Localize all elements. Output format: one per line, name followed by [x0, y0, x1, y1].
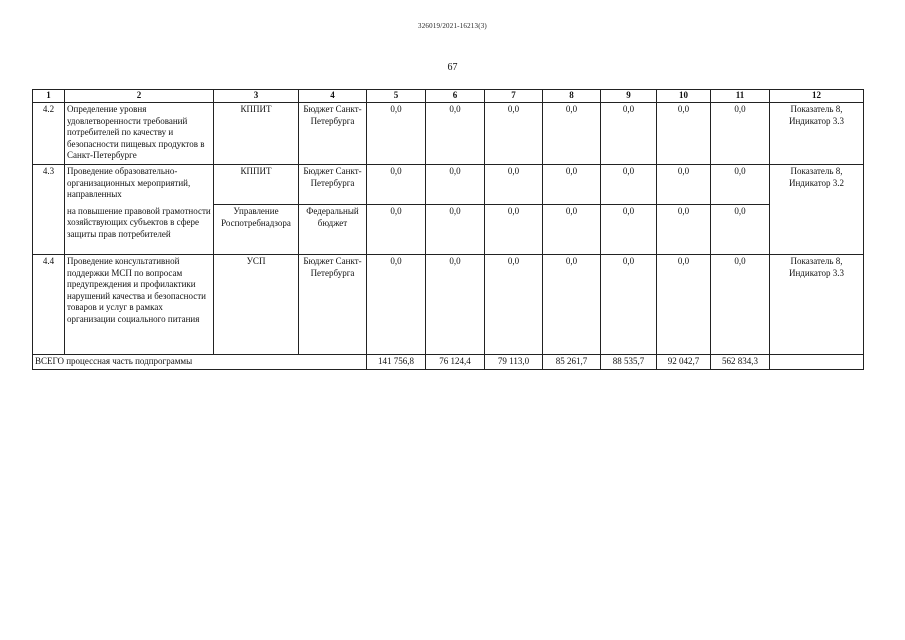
- value-cell: 0,0: [426, 205, 485, 255]
- row-number: 4.4: [33, 255, 65, 355]
- value-cell: 0,0: [601, 255, 657, 355]
- column-header: 1: [33, 90, 65, 103]
- value-cell: 0,0: [543, 255, 601, 355]
- table-row: [33, 165, 864, 205]
- row-number: 4.2: [33, 103, 65, 165]
- column-header: 11: [711, 90, 770, 103]
- column-header: 3: [214, 90, 299, 103]
- total-value: 562 834,3: [711, 355, 770, 370]
- activity-name: Проведение консультативной поддержки МСП по вопросам предупреждения и профилактики нарушений качества и безопасности товаров и услуг в рамках организации социального питания: [65, 255, 214, 355]
- value-cell: 0,0: [485, 255, 543, 355]
- executor: КППИТ: [214, 165, 299, 205]
- total-value: 141 756,8: [367, 355, 426, 370]
- column-header: 6: [426, 90, 485, 103]
- value-cell: 0,0: [426, 103, 485, 165]
- total-value: 79 113,0: [485, 355, 543, 370]
- total-value: 92 042,7: [657, 355, 711, 370]
- table-row: [33, 103, 864, 165]
- column-header: 10: [657, 90, 711, 103]
- value-cell: 0,0: [657, 165, 711, 205]
- value-cell: 0,0: [485, 165, 543, 205]
- table-header-row: [33, 90, 864, 103]
- activity-name-part: на повышение правовой грамотности хозяйствующих субъектов в сфере защиты прав потребителей: [65, 205, 214, 255]
- value-cell: 0,0: [485, 205, 543, 255]
- page-number: 67: [447, 62, 458, 73]
- value-cell: 0,0: [426, 165, 485, 205]
- executor: УСП: [214, 255, 299, 355]
- funding-source: Бюджет Санкт-Петербурга: [299, 165, 367, 205]
- value-cell: 0,0: [367, 103, 426, 165]
- column-header: 4: [299, 90, 367, 103]
- value-cell: 0,0: [657, 255, 711, 355]
- column-header: 12: [770, 90, 864, 103]
- value-cell: 0,0: [367, 205, 426, 255]
- indicator: Показатель 8, Индикатор 3.3: [770, 255, 864, 355]
- value-cell: 0,0: [543, 103, 601, 165]
- indicator: Показатель 8, Индикатор 3.3: [770, 103, 864, 165]
- total-label: ВСЕГО процессная часть подпрограммы: [33, 355, 367, 370]
- executor: Управление Роспотребнадзора: [214, 205, 299, 255]
- column-header: 9: [601, 90, 657, 103]
- value-cell: 0,0: [601, 205, 657, 255]
- total-value: 76 124,4: [426, 355, 485, 370]
- funding-source: Федеральный бюджет: [299, 205, 367, 255]
- activity-name: Определение уровня удовлетворенности требований потребителей по качеству и безопасности пищевых продуктов в Санкт-Петербурге: [65, 103, 214, 165]
- value-cell: 0,0: [485, 103, 543, 165]
- value-cell: 0,0: [367, 255, 426, 355]
- executor: КППИТ: [214, 103, 299, 165]
- value-cell: 0,0: [367, 165, 426, 205]
- row-number: 4.3: [33, 165, 65, 255]
- value-cell: 0,0: [657, 103, 711, 165]
- table-row: [33, 205, 864, 255]
- total-value: 85 261,7: [543, 355, 601, 370]
- funding-source: Бюджет Санкт-Петербурга: [299, 103, 367, 165]
- subprogram-table: [32, 89, 864, 370]
- indicator: Показатель 8, Индикатор 3.2: [770, 165, 864, 255]
- total-row: [33, 355, 864, 370]
- table-row: [33, 255, 864, 355]
- value-cell: 0,0: [711, 255, 770, 355]
- value-cell: 0,0: [601, 103, 657, 165]
- funding-source: Бюджет Санкт-Петербурга: [299, 255, 367, 355]
- value-cell: 0,0: [657, 205, 711, 255]
- value-cell: 0,0: [543, 205, 601, 255]
- column-header: 7: [485, 90, 543, 103]
- document-id: 326019/2021-16213(3): [418, 22, 487, 30]
- value-cell: 0,0: [543, 165, 601, 205]
- activity-name-part: Проведение образовательно-организационных мероприятий, направленных: [65, 165, 214, 205]
- column-header: 8: [543, 90, 601, 103]
- total-value: 88 535,7: [601, 355, 657, 370]
- value-cell: 0,0: [426, 255, 485, 355]
- column-header: 5: [367, 90, 426, 103]
- empty-cell: [770, 355, 864, 370]
- value-cell: 0,0: [601, 165, 657, 205]
- value-cell: 0,0: [711, 103, 770, 165]
- column-header: 2: [65, 90, 214, 103]
- value-cell: 0,0: [711, 165, 770, 205]
- value-cell: 0,0: [711, 205, 770, 255]
